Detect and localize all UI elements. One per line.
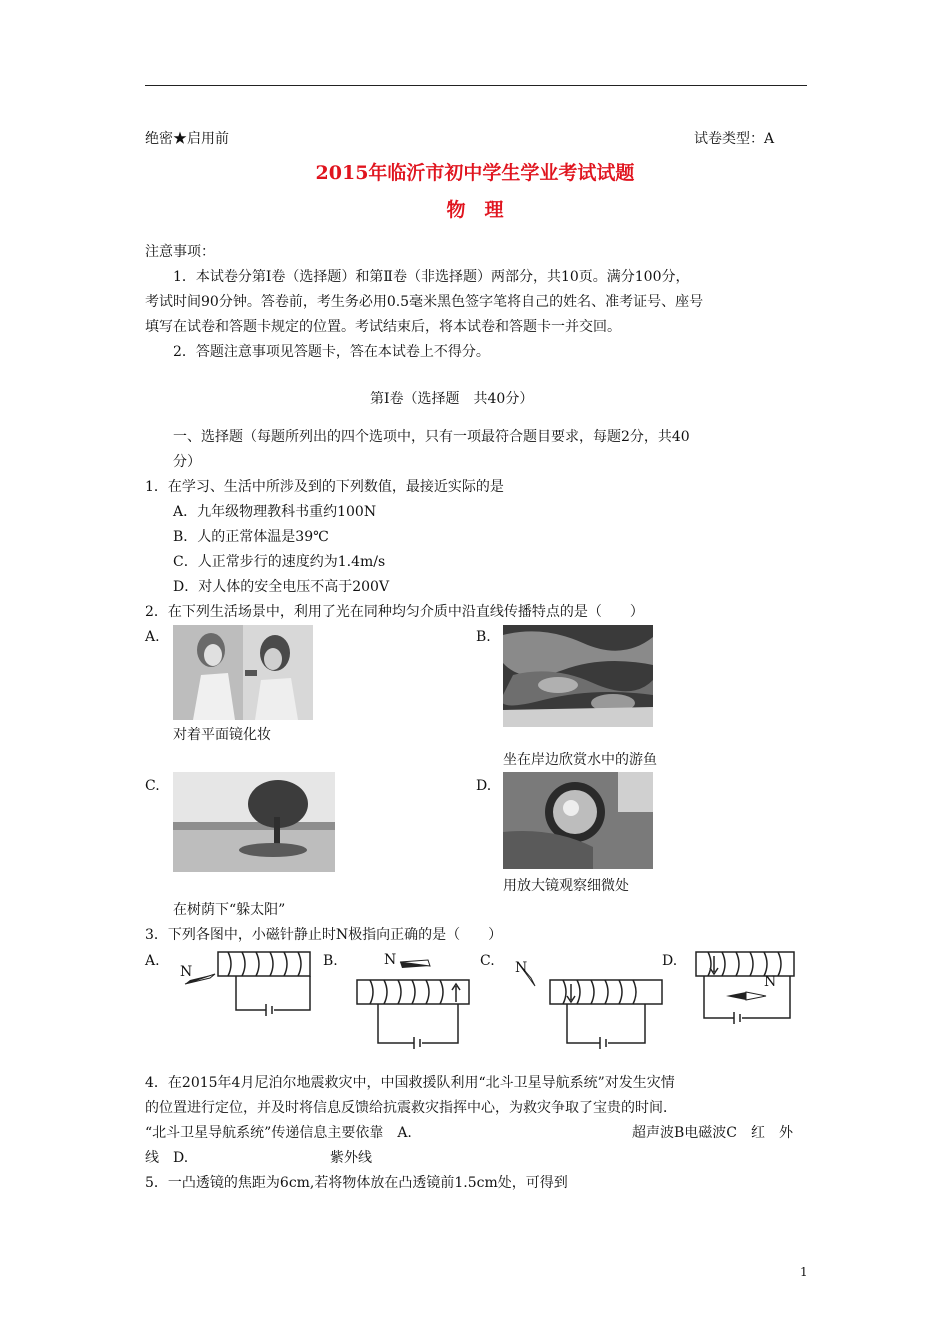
q1-option-b: B．人的正常体温是39℃ bbox=[173, 529, 329, 545]
exam-title: 2015年临沂市初中学生学业考试试题 bbox=[315, 162, 635, 184]
q2-stem: 2．在下列生活场景中，利用了光在同种均匀介质中沿直线传播特点的是（ ） bbox=[145, 604, 644, 620]
q3-circuit-c bbox=[505, 948, 670, 1058]
q4-line-4b: 紫外线 bbox=[330, 1150, 372, 1166]
q3-circuit-d bbox=[686, 948, 806, 1033]
q3-stem: 3．下列各图中，小磁针静止时N极指向正确的是（ ） bbox=[145, 927, 503, 943]
q3-label-c: C. bbox=[480, 953, 495, 969]
q3-n-c: N bbox=[515, 960, 528, 976]
part-1-line-2: 分） bbox=[173, 454, 201, 470]
q4-line-3a: “北斗卫星导航系统”传递信息主要依靠 A. bbox=[145, 1125, 412, 1141]
q1-option-c: C．人正常步行的速度约为1.4m/s bbox=[173, 554, 386, 570]
header-rule bbox=[145, 85, 807, 86]
q4-line-1: 4．在2015年4月尼泊尔地震救灾中，中国救援队利用“北斗卫星导航系统”对发生灾情 bbox=[145, 1075, 675, 1091]
q5-stem: 5．一凸透镜的焦距为6cm,若将物体放在凸透镜前1.5cm处，可得到 bbox=[145, 1175, 568, 1191]
notes-heading: 注意事项： bbox=[145, 244, 215, 260]
q3-circuit-b bbox=[352, 948, 477, 1058]
secret-mark: 绝密★启用前 bbox=[145, 131, 229, 147]
mirror-makeup-photo bbox=[173, 625, 313, 720]
q4-line-2: 的位置进行定位，并及时将信息反馈给抗震救灾指挥中心，为救灾争取了宝贵的时间． bbox=[145, 1100, 677, 1116]
q1-option-d: D．对人体的安全电压不高于200V bbox=[173, 579, 390, 595]
q2-caption-a: 对着平面镜化妆 bbox=[173, 727, 271, 743]
note-1-line-2: 考试时间90分钟。答卷前，考生务必用0.5毫米黑色签字笔将自己的姓名、准考证号、座号 bbox=[145, 294, 704, 310]
q2-caption-c: 在树荫下“躲太阳” bbox=[173, 902, 286, 918]
q3-n-a: N bbox=[180, 964, 193, 980]
tree-shade-photo bbox=[173, 772, 335, 872]
q3-n-d: N bbox=[764, 974, 777, 990]
q2-caption-b: 坐在岸边欣赏水中的游鱼 bbox=[503, 752, 657, 768]
q3-label-d: D. bbox=[662, 953, 678, 969]
q4-line-3b: 超声波B电磁波C 红 外 bbox=[632, 1125, 793, 1141]
paper-type: 试卷类型：A bbox=[694, 131, 775, 147]
note-1-line-3: 填写在试卷和答题卡规定的位置。考试结束后，将本试卷和答题卡一并交回。 bbox=[145, 319, 621, 335]
q4-line-4a: 线 D. bbox=[145, 1150, 189, 1166]
section-1-heading: 第Ⅰ卷（选择题 共40分） bbox=[370, 391, 534, 407]
subject-title: 物 理 bbox=[446, 199, 504, 221]
q3-label-b: B. bbox=[323, 953, 338, 969]
q3-n-b: N bbox=[384, 952, 397, 968]
fish-pond-photo bbox=[503, 625, 653, 727]
q2-caption-d: 用放大镜观察细微处 bbox=[503, 878, 629, 894]
q1-stem: 1．在学习、生活中所涉及到的下列数值，最接近实际的是 bbox=[145, 479, 504, 495]
magnifier-photo bbox=[503, 772, 653, 869]
q2-label-b: B. bbox=[476, 629, 491, 645]
q3-label-a: A. bbox=[145, 953, 160, 969]
q2-label-d: D. bbox=[476, 778, 492, 794]
note-1-line-1: 1．本试卷分第Ⅰ卷（选择题）和第Ⅱ卷（非选择题）两部分，共10页。满分100分， bbox=[173, 269, 690, 285]
note-2: 2．答题注意事项见答题卡，答在本试卷上不得分。 bbox=[173, 344, 490, 360]
q3-circuit-a bbox=[170, 948, 330, 1023]
page-number: 1 bbox=[800, 1265, 808, 1279]
q1-option-a: A．九年级物理教科书重约100N bbox=[173, 504, 377, 520]
q2-label-c: C. bbox=[145, 778, 160, 794]
part-1-line-1: 一、选择题（每题所列出的四个选项中，只有一项最符合题目要求，每题2分，共40 bbox=[173, 429, 690, 445]
q2-label-a: A. bbox=[145, 629, 160, 645]
